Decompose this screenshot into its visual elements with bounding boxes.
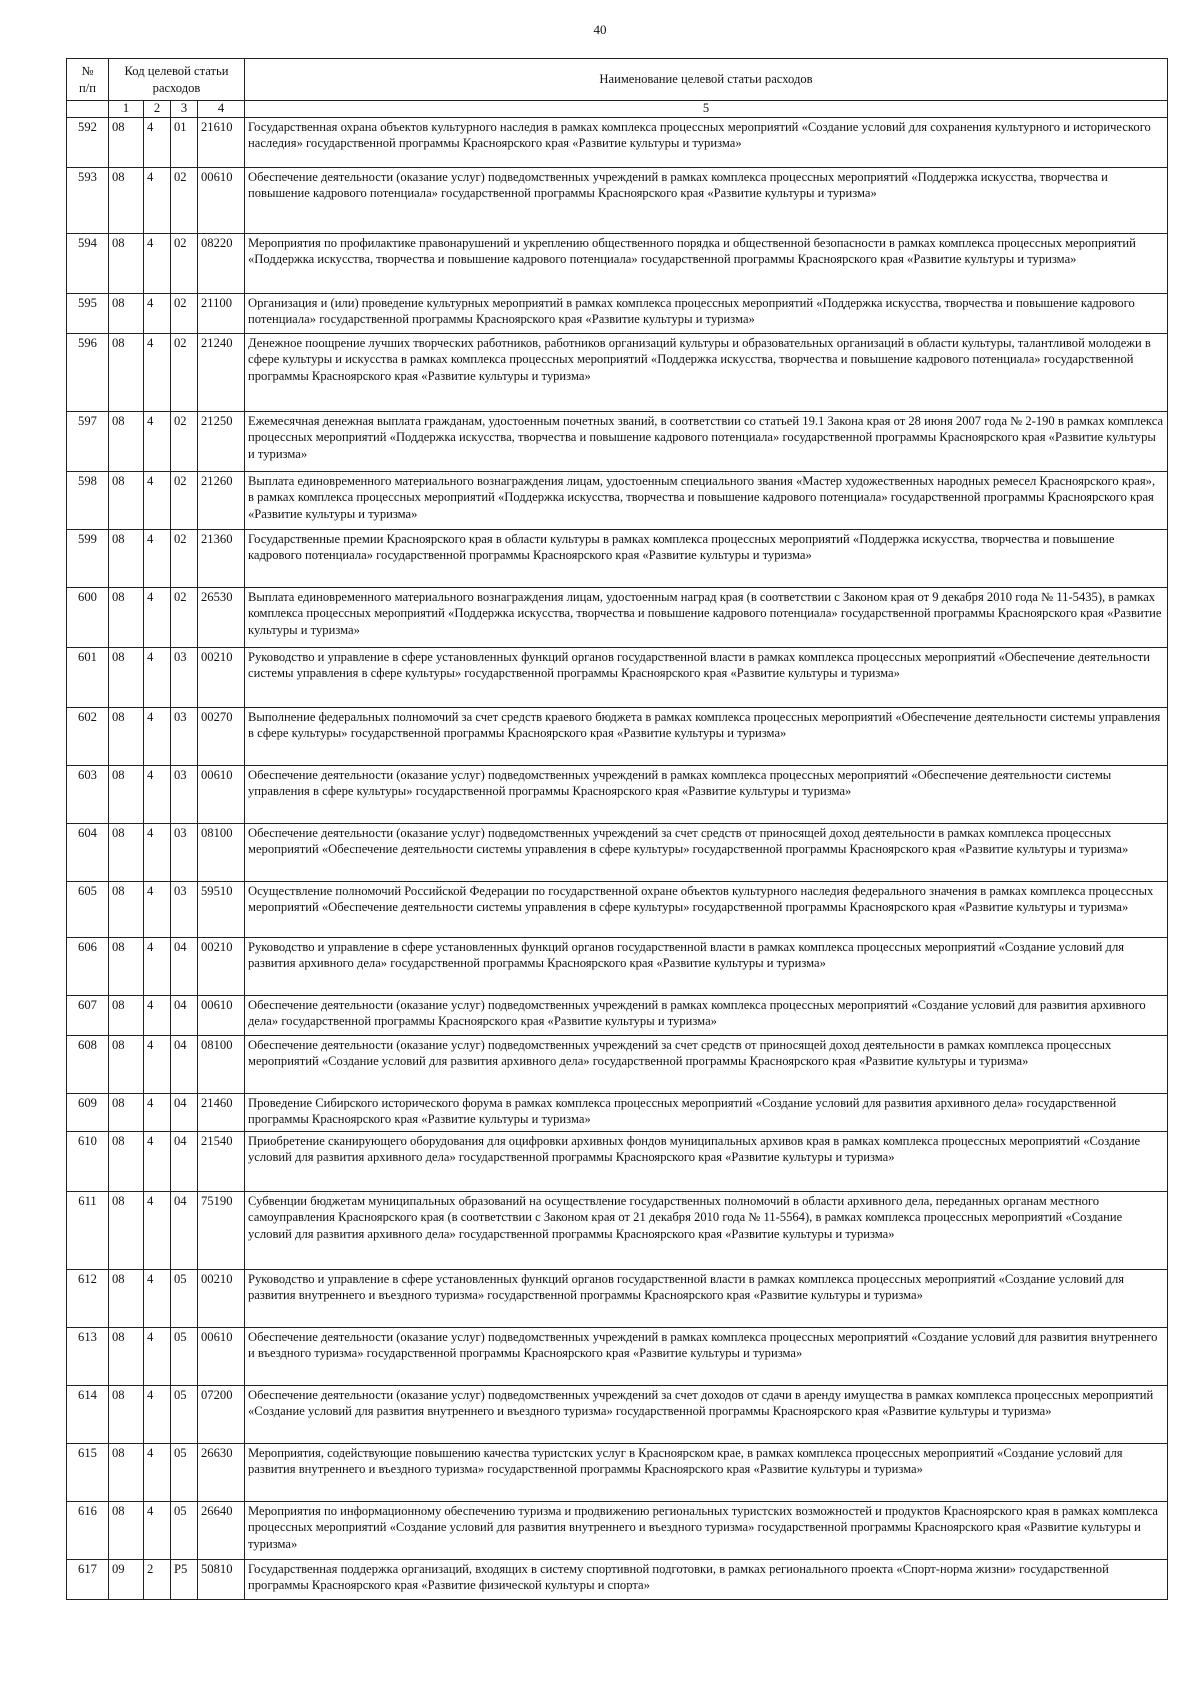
code-part-1: 09: [109, 1559, 144, 1599]
row-number: 598: [67, 471, 109, 529]
code-part-4: 00610: [198, 765, 245, 823]
code-part-1: 08: [109, 765, 144, 823]
code-part-3: 03: [171, 647, 198, 707]
code-part-1: 08: [109, 995, 144, 1035]
row-number: 600: [67, 587, 109, 647]
row-description: Денежное поощрение лучших творческих работников, работников организаций культуры и образовательных организаций в области культуры, талантливой молодежи в сфере культуры и искусства в рамках комплекса процессных мероприятий «Поддержка искусства, творчества и повышение кадрового потенциала» государственной программы Красноярского края «Развитие культуры и туризма»: [245, 333, 1168, 411]
code-part-1: 08: [109, 1093, 144, 1131]
row-description: Обеспечение деятельности (оказание услуг) подведомственных учреждений за счет средств от приносящей доход деятельности в рамках комплекса процессных мероприятий «Обеспечение деятельности системы управления в сфере культуры» государственной программы Красноярского края «Развитие культуры и туризма»: [245, 823, 1168, 881]
row-description: Обеспечение деятельности (оказание услуг) подведомственных учреждений в рамках комплекса процессных мероприятий «Создание условий для развития внутреннего и въездного туризма» государственной программы Красноярского края «Развитие культуры и туризма»: [245, 1327, 1168, 1385]
code-part-1: 08: [109, 117, 144, 167]
code-part-1: 08: [109, 1269, 144, 1327]
row-description: Выплата единовременного материального вознаграждения лицам, удостоенным наград края (в соответствии с Законом края от 9 декабря 2010 года № 11-5435), в рамках комплекса процессных мероприятий «Поддержка искусства, творчества и повышение кадрового потенциала» государственной программы Красноярского края «Развитие культуры и туризма»: [245, 587, 1168, 647]
code-part-3: 05: [171, 1501, 198, 1559]
code-part-2: 4: [144, 471, 171, 529]
code-part-3: 05: [171, 1385, 198, 1443]
code-part-4: 50810: [198, 1559, 245, 1599]
code-part-2: 4: [144, 1035, 171, 1093]
code-part-3: 02: [171, 333, 198, 411]
code-part-4: 07200: [198, 1385, 245, 1443]
row-description: Выполнение федеральных полномочий за счет средств краевого бюджета в рамках комплекса процессных мероприятий «Обеспечение деятельности системы управления в сфере культуры» государственной программы Красноярского края «Развитие культуры и туризма»: [245, 707, 1168, 765]
header-index-4: 4: [198, 101, 245, 118]
code-part-3: 01: [171, 117, 198, 167]
code-part-1: 08: [109, 411, 144, 471]
table-row: [67, 1035, 1168, 1093]
code-part-4: 75190: [198, 1191, 245, 1269]
row-description: Государственная поддержка организаций, входящих в систему спортивной подготовки, в рамках регионального проекта «Спорт-норма жизни» государственной программы Красноярского края «Развитие физической культуры и спорта»: [245, 1559, 1168, 1599]
table-row: [67, 647, 1168, 707]
row-description: Выплата единовременного материального вознаграждения лицам, удостоенным специального звания «Мастер художественных народных ремесел Красноярского края», в рамках комплекса процессных мероприятий «Поддержка искусства, творчества и повышение кадрового потенциала» государственной программы Красноярского края «Развитие культуры и туризма»: [245, 471, 1168, 529]
row-description: Руководство и управление в сфере установленных функций органов государственной власти в рамках комплекса процессных мероприятий «Обеспечение деятельности системы управления в сфере культуры» государственной программы Красноярского края «Развитие культуры и туризма»: [245, 647, 1168, 707]
code-part-2: 2: [144, 1559, 171, 1599]
table-row: [67, 411, 1168, 471]
code-part-3: 02: [171, 167, 198, 233]
code-part-4: 00610: [198, 995, 245, 1035]
code-part-2: 4: [144, 1385, 171, 1443]
row-number: 617: [67, 1559, 109, 1599]
code-part-3: 04: [171, 937, 198, 995]
table-row: [67, 1093, 1168, 1131]
row-description: Обеспечение деятельности (оказание услуг) подведомственных учреждений в рамках комплекса процессных мероприятий «Поддержка искусства, творчества и повышение кадрового потенциала» государственной программы Красноярского края «Развитие культуры и туризма»: [245, 167, 1168, 233]
code-part-4: 00210: [198, 647, 245, 707]
code-part-4: 21240: [198, 333, 245, 411]
row-number: 592: [67, 117, 109, 167]
code-part-3: Р5: [171, 1559, 198, 1599]
table-row: [67, 1131, 1168, 1191]
row-description: Мероприятия по информационному обеспечению туризма и продвижению региональных туристских возможностей и продуктов Красноярского края в рамках комплекса процессных мероприятий «Создание условий для развития внутреннего и въездного туризма» государственной программы Красноярского края «Развитие культуры и туризма»: [245, 1501, 1168, 1559]
row-description: Организация и (или) проведение культурных мероприятий в рамках комплекса процессных мероприятий «Поддержка искусства, творчества и повышение кадрового потенциала» государственной программы Красноярского края «Развитие культуры и туризма»: [245, 293, 1168, 333]
code-part-4: 59510: [198, 881, 245, 937]
row-description: Проведение Сибирского исторического форума в рамках комплекса процессных мероприятий «Создание условий для развития архивного дела» государственной программы Красноярского края «Развитие культуры и туризма»: [245, 1093, 1168, 1131]
code-part-4: 21360: [198, 529, 245, 587]
row-number: 612: [67, 1269, 109, 1327]
row-description: Приобретение сканирующего оборудования для оцифровки архивных фондов муниципальных архивов края в рамках комплекса процессных мероприятий «Создание условий для развития архивного дела» государственной программы Красноярского края «Развитие культуры и туризма»: [245, 1131, 1168, 1191]
code-part-2: 4: [144, 1269, 171, 1327]
page-number: 40: [593, 22, 607, 37]
row-number: 603: [67, 765, 109, 823]
code-part-1: 08: [109, 1443, 144, 1501]
code-part-1: 08: [109, 881, 144, 937]
code-part-4: 21540: [198, 1131, 245, 1191]
row-number: 604: [67, 823, 109, 881]
table-row: [67, 1191, 1168, 1269]
code-part-3: 05: [171, 1327, 198, 1385]
table-row: [67, 1501, 1168, 1559]
row-description: Государственные премии Красноярского края в области культуры в рамках комплекса процессных мероприятий «Поддержка искусства, творчества и повышение кадрового потенциала» государственной программы Красноярского края «Развитие культуры и туризма»: [245, 529, 1168, 587]
code-part-2: 4: [144, 529, 171, 587]
code-part-1: 08: [109, 167, 144, 233]
code-part-4: 00270: [198, 707, 245, 765]
row-description: Государственная охрана объектов культурного наследия в рамках комплекса процессных мероприятий «Создание условий для сохранения культурного и исторического наследия» государственной программы Красноярского края «Развитие культуры и туризма»: [245, 117, 1168, 167]
code-part-3: 02: [171, 587, 198, 647]
table-row: [67, 1385, 1168, 1443]
code-part-2: 4: [144, 647, 171, 707]
code-part-3: 04: [171, 995, 198, 1035]
header-row-number: № п/п: [67, 59, 109, 101]
row-description: Осуществление полномочий Российской Федерации по государственной охране объектов культурного наследия федерального значения в рамках комплекса процессных мероприятий «Обеспечение деятельности системы управления в сфере культуры» государственной программы Красноярского края «Развитие культуры и туризма»: [245, 881, 1168, 937]
table-row: [67, 587, 1168, 647]
code-part-3: 05: [171, 1443, 198, 1501]
row-number: 596: [67, 333, 109, 411]
code-part-4: 21100: [198, 293, 245, 333]
code-part-4: 00210: [198, 937, 245, 995]
row-number: 611: [67, 1191, 109, 1269]
header-index-5: 5: [245, 101, 1168, 118]
code-part-3: 03: [171, 765, 198, 823]
code-part-2: 4: [144, 937, 171, 995]
code-part-2: 4: [144, 293, 171, 333]
row-number: 593: [67, 167, 109, 233]
code-part-2: 4: [144, 707, 171, 765]
code-part-1: 08: [109, 1501, 144, 1559]
table-row: [67, 1559, 1168, 1599]
code-part-4: 08100: [198, 1035, 245, 1093]
table-row: [67, 881, 1168, 937]
header-name: Наименование целевой статьи расходов: [245, 59, 1168, 101]
code-part-4: 21460: [198, 1093, 245, 1131]
code-part-1: 08: [109, 1035, 144, 1093]
row-number: 606: [67, 937, 109, 995]
row-description: Обеспечение деятельности (оказание услуг) подведомственных учреждений за счет средств от приносящей доход деятельности в рамках комплекса процессных мероприятий «Создание условий для развития архивного дела» государственной программы Красноярского края «Развитие культуры и туризма»: [245, 1035, 1168, 1093]
row-number: 616: [67, 1501, 109, 1559]
row-number: 614: [67, 1385, 109, 1443]
row-description: Субвенции бюджетам муниципальных образований на осуществление государственных полномочий в области архивного дела, переданных органам местного самоуправления Красноярского края (в соответствии с Законом края от 21 декабря 2010 года № 11-5564), в рамках комплекса процессных мероприятий «Создание условий для развития архивного дела» государственной программы Красноярского края «Развитие культуры и туризма»: [245, 1191, 1168, 1269]
row-number: 605: [67, 881, 109, 937]
code-part-1: 08: [109, 1327, 144, 1385]
code-part-3: 04: [171, 1093, 198, 1131]
code-part-4: 21250: [198, 411, 245, 471]
code-part-3: 03: [171, 707, 198, 765]
code-part-1: 08: [109, 937, 144, 995]
table-row: [67, 1443, 1168, 1501]
code-part-4: 26640: [198, 1501, 245, 1559]
table-row: [67, 117, 1168, 167]
code-part-3: 04: [171, 1131, 198, 1191]
row-number: 610: [67, 1131, 109, 1191]
code-part-1: 08: [109, 823, 144, 881]
row-number: 607: [67, 995, 109, 1035]
table-row: [67, 707, 1168, 765]
table-body: [67, 117, 1168, 1599]
row-description: Мероприятия по профилактике правонарушений и укреплению общественного порядка и общественной безопасности в рамках комплекса процессных мероприятий «Поддержка искусства, творчества и повышение кадрового потенциала» государственной программы Красноярского края «Развитие культуры и туризма»: [245, 233, 1168, 293]
table-row: [67, 529, 1168, 587]
code-part-4: 08100: [198, 823, 245, 881]
code-part-2: 4: [144, 333, 171, 411]
row-number: 601: [67, 647, 109, 707]
header-index-3: 3: [171, 101, 198, 118]
code-part-1: 08: [109, 587, 144, 647]
code-part-1: 08: [109, 333, 144, 411]
code-part-4: 00210: [198, 1269, 245, 1327]
code-part-2: 4: [144, 167, 171, 233]
row-number: 609: [67, 1093, 109, 1131]
code-part-1: 08: [109, 647, 144, 707]
header-index-empty: [67, 101, 109, 118]
code-part-2: 4: [144, 587, 171, 647]
code-part-2: 4: [144, 117, 171, 167]
row-description: Обеспечение деятельности (оказание услуг) подведомственных учреждений в рамках комплекса процессных мероприятий «Обеспечение деятельности системы управления в сфере культуры» государственной программы Красноярского края «Развитие культуры и туризма»: [245, 765, 1168, 823]
code-part-2: 4: [144, 995, 171, 1035]
code-part-2: 4: [144, 823, 171, 881]
table-row: [67, 333, 1168, 411]
code-part-1: 08: [109, 1385, 144, 1443]
table-row: [67, 1327, 1168, 1385]
code-part-2: 4: [144, 1443, 171, 1501]
code-part-1: 08: [109, 1131, 144, 1191]
code-part-3: 02: [171, 529, 198, 587]
table-row: [67, 937, 1168, 995]
code-part-2: 4: [144, 1093, 171, 1131]
table-row: [67, 293, 1168, 333]
code-part-2: 4: [144, 233, 171, 293]
row-number: 602: [67, 707, 109, 765]
code-part-2: 4: [144, 881, 171, 937]
code-part-2: 4: [144, 1131, 171, 1191]
code-part-4: 21610: [198, 117, 245, 167]
row-description: Обеспечение деятельности (оказание услуг) подведомственных учреждений в рамках комплекса процессных мероприятий «Создание условий для развития архивного дела» государственной программы Красноярского края «Развитие культуры и туризма»: [245, 995, 1168, 1035]
code-part-3: 02: [171, 293, 198, 333]
table-row: [67, 233, 1168, 293]
code-part-1: 08: [109, 233, 144, 293]
row-number: 595: [67, 293, 109, 333]
header-code: Код целевой статьи расходов: [109, 59, 245, 101]
code-part-4: 21260: [198, 471, 245, 529]
row-description: Руководство и управление в сфере установленных функций органов государственной власти в рамках комплекса процессных мероприятий «Создание условий для развития архивного дела» государственной программы Красноярского края «Развитие культуры и туризма»: [245, 937, 1168, 995]
code-part-3: 04: [171, 1191, 198, 1269]
code-part-2: 4: [144, 1327, 171, 1385]
code-part-2: 4: [144, 411, 171, 471]
row-number: 594: [67, 233, 109, 293]
code-part-2: 4: [144, 765, 171, 823]
budget-table: [66, 58, 1168, 1600]
code-part-4: 00610: [198, 1327, 245, 1385]
table-row: [67, 995, 1168, 1035]
code-part-1: 08: [109, 471, 144, 529]
code-part-3: 02: [171, 411, 198, 471]
table-row: [67, 1269, 1168, 1327]
row-description: Руководство и управление в сфере установленных функций органов государственной власти в рамках комплекса процессных мероприятий «Создание условий для развития внутреннего и въездного туризма» государственной программы Красноярского края «Развитие культуры и туризма»: [245, 1269, 1168, 1327]
row-description: Ежемесячная денежная выплата гражданам, удостоенным почетных званий, в соответствии со статьей 19.1 Закона края от 28 июня 2007 года № 2-190 в рамках комплекса процессных мероприятий «Поддержка искусства, творчества и повышение кадрового потенциала» государственной программы Красноярского края «Развитие культуры и туризма»: [245, 411, 1168, 471]
code-part-4: 08220: [198, 233, 245, 293]
table-row: [67, 471, 1168, 529]
table-row: [67, 167, 1168, 233]
code-part-3: 02: [171, 233, 198, 293]
header-index-2: 2: [144, 101, 171, 118]
code-part-3: 02: [171, 471, 198, 529]
code-part-3: 05: [171, 1269, 198, 1327]
row-number: 615: [67, 1443, 109, 1501]
code-part-1: 08: [109, 707, 144, 765]
code-part-1: 08: [109, 1191, 144, 1269]
row-number: 599: [67, 529, 109, 587]
code-part-3: 04: [171, 1035, 198, 1093]
code-part-1: 08: [109, 293, 144, 333]
code-part-4: 26630: [198, 1443, 245, 1501]
row-number: 613: [67, 1327, 109, 1385]
row-description: Обеспечение деятельности (оказание услуг) подведомственных учреждений за счет доходов от сдачи в аренду имущества в рамках комплекса процессных мероприятий «Создание условий для развития внутреннего и въездного туризма» государственной программы Красноярского края «Развитие культуры и туризма»: [245, 1385, 1168, 1443]
row-number: 608: [67, 1035, 109, 1093]
code-part-3: 03: [171, 881, 198, 937]
code-part-4: 00610: [198, 167, 245, 233]
header-index-1: 1: [109, 101, 144, 118]
table-row: [67, 765, 1168, 823]
code-part-3: 03: [171, 823, 198, 881]
code-part-2: 4: [144, 1191, 171, 1269]
row-description: Мероприятия, содействующие повышению качества туристских услуг в Красноярском крае, в рамках комплекса процессных мероприятий «Создание условий для развития внутреннего и въездного туризма» государственной программы Красноярского края «Развитие культуры и туризма»: [245, 1443, 1168, 1501]
row-number: 597: [67, 411, 109, 471]
code-part-2: 4: [144, 1501, 171, 1559]
code-part-1: 08: [109, 529, 144, 587]
table-row: [67, 823, 1168, 881]
code-part-4: 26530: [198, 587, 245, 647]
